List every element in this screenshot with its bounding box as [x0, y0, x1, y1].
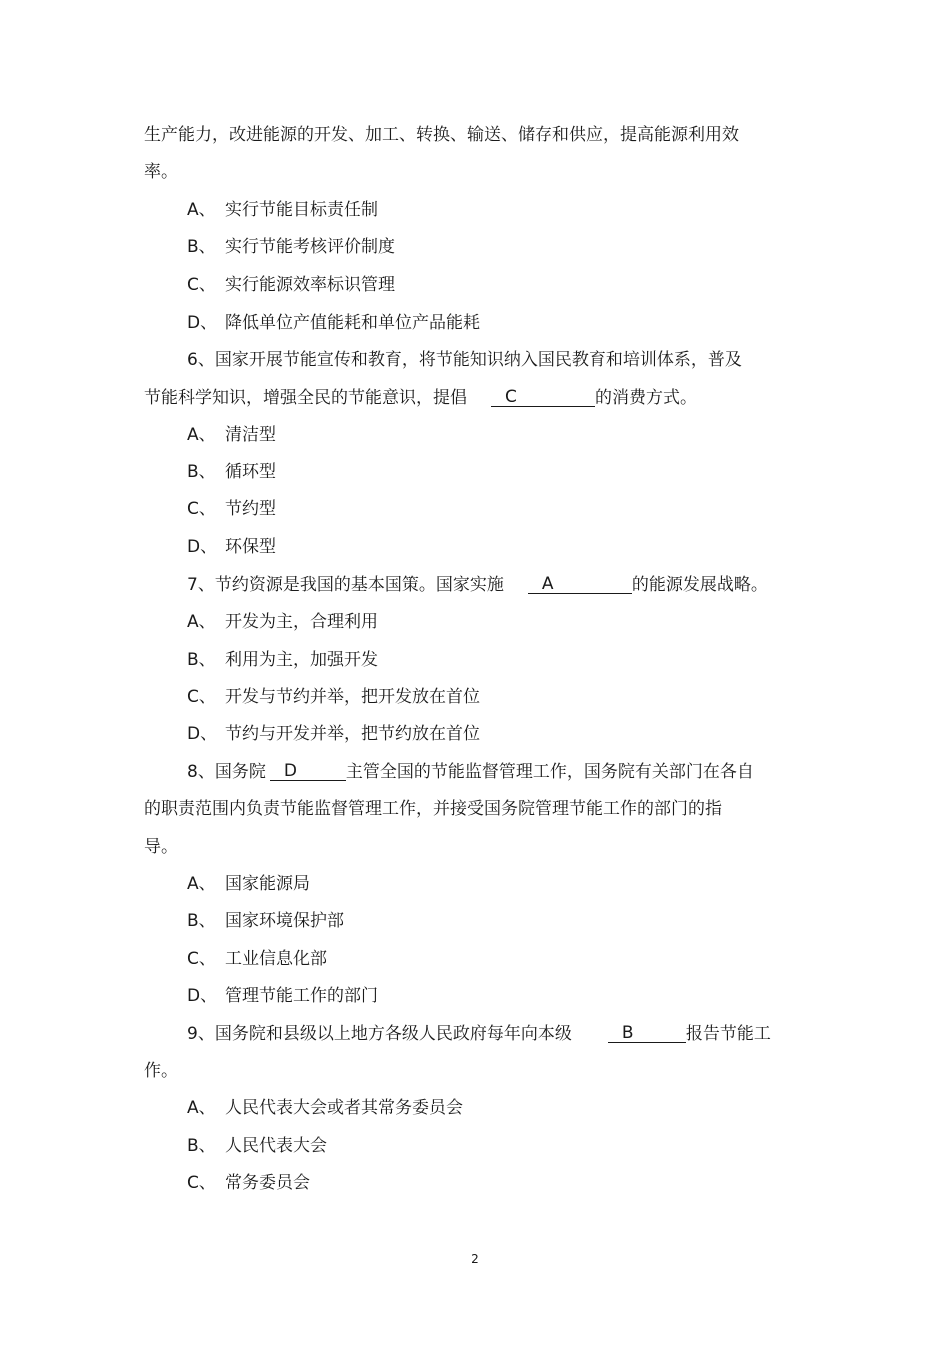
option-a: A、 开发为主，合理利用: [187, 612, 378, 632]
option-a: A、 人民代表大会或者其常务委员会: [187, 1098, 463, 1118]
answer-blank: B: [608, 1024, 686, 1043]
option-c: C、 节约型: [187, 499, 276, 519]
option-a: A、 清洁型: [187, 425, 276, 445]
option-b: B、 循环型: [187, 462, 276, 482]
question-7: 7、节约资源是我国的基本国策。国家实施 A 的能源发展战略。: [187, 574, 768, 595]
answer-blank: A: [528, 575, 632, 594]
question-8-line2: 的职责范围内负责节能监督管理工作，并接受国务院管理节能工作的部门的指: [144, 799, 722, 819]
answer-blank: D: [270, 762, 346, 781]
option-d: D、 管理节能工作的部门: [187, 986, 378, 1006]
question-8-line3: 导。: [144, 837, 178, 857]
option-d: D、 节约与开发并举，把节约放在首位: [187, 724, 480, 744]
option-c: C、 常务委员会: [187, 1173, 310, 1193]
page-number: 2: [471, 1252, 479, 1266]
text-line: 生产能力，改进能源的开发、加工、转换、输送、储存和供应，提高能源利用效: [144, 125, 739, 145]
option-c: C、 实行能源效率标识管理: [187, 275, 395, 295]
question-8-line1: 8、国务院 D 主管全国的节能监督管理工作，国务院有关部门在各自: [187, 761, 754, 782]
option-b: B、 人民代表大会: [187, 1136, 327, 1156]
option-d: D、 环保型: [187, 537, 276, 557]
question-9-line2: 作。: [144, 1061, 178, 1081]
option-c: C、 工业信息化部: [187, 949, 327, 969]
option-d: D、 降低单位产值能耗和单位产品能耗: [187, 313, 480, 333]
text-line: 率。: [144, 162, 178, 182]
option-a: A、 国家能源局: [187, 874, 310, 894]
option-b: B、 利用为主，加强开发: [187, 650, 378, 670]
option-b: B、 实行节能考核评价制度: [187, 237, 395, 257]
option-b: B、 国家环境保护部: [187, 911, 344, 931]
option-a: A、 实行节能目标责任制: [187, 200, 378, 220]
question-6-line2: 节能科学知识，增强全民的节能意识，提倡 C 的消费方式。: [144, 387, 697, 408]
answer-blank: C: [491, 388, 595, 407]
option-c: C、 开发与节约并举，把开发放在首位: [187, 687, 480, 707]
question-9-line1: 9、国务院和县级以上地方各级人民政府每年向本级 B 报告节能工: [187, 1023, 771, 1044]
question-6-line1: 6、国家开展节能宣传和教育，将节能知识纳入国民教育和培训体系，普及: [187, 350, 742, 370]
